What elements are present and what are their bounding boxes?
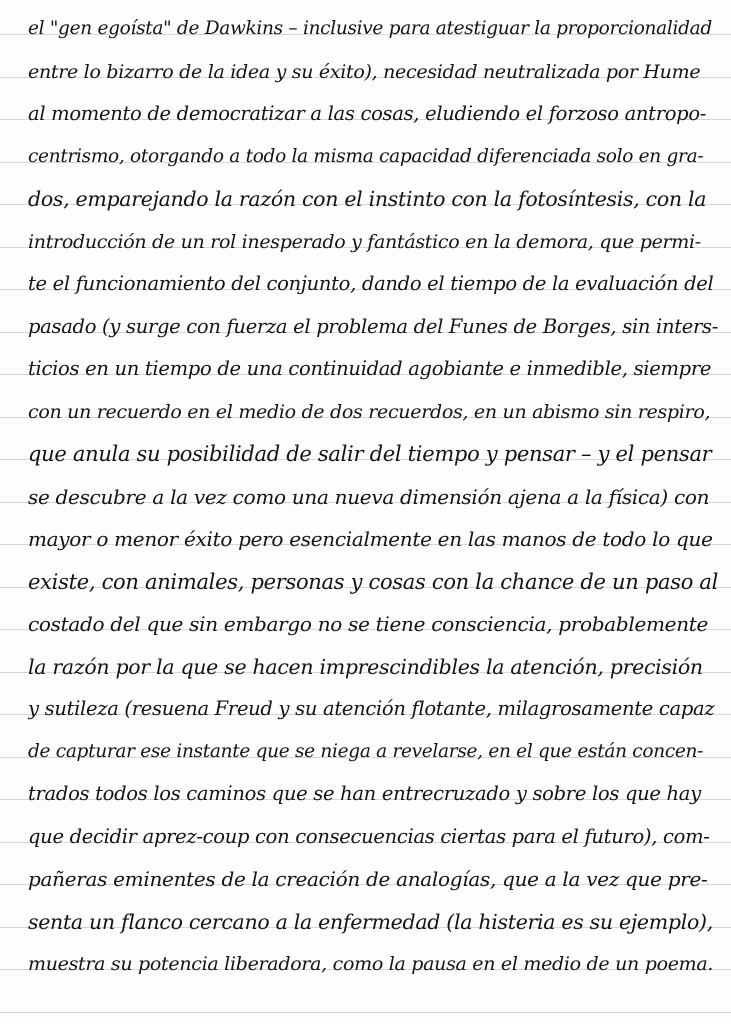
text-line: costado del que sin embargo no se tiene consciencia, probablemente: [28, 612, 709, 636]
text-line: y sutileza (resuena Freud y su atención flotante, milagrosamente capaz: [28, 697, 715, 720]
text-line: al momento de democratizar a las cosas, eludiendo el forzoso antropo-: [28, 102, 707, 125]
text-line: centrismo, otorgando a todo la misma capacidad diferenciada solo en gra-: [28, 146, 704, 167]
text-line: muestra su potencia liberadora, como la pausa en el medio de un poema.: [28, 953, 714, 975]
text-line: pañeras eminentes de la creación de analogías, que a la vez que pre-: [28, 867, 708, 891]
text-line: con un recuerdo en el medio de dos recuerdos, en un abismo sin respiro,: [28, 401, 711, 423]
text-line: que decidir aprez-coup con consecuencias ciertas para el futuro), com-: [28, 825, 710, 848]
text-line: pasado (y surge con fuerza el problema del Funes de Borges, sin inters-: [28, 315, 718, 338]
text-line: existe, con animales, personas y cosas con la chance de un paso al: [28, 570, 718, 594]
text-line: te el funcionamiento del conjunto, dando el tiempo de la evaluación del: [28, 272, 714, 295]
text-line: se descubre a la vez como una nueva dimensión ajena a la física) con: [28, 485, 710, 509]
text-line: ticios en un tiempo de una continuidad agobiante e inmedible, siempre: [28, 357, 712, 380]
text-line: el "gen egoísta" de Dawkins – inclusive para atestiguar la proporcionalidad: [28, 18, 712, 39]
text-line: introducción de un rol inesperado y fantástico en la demora, que permi-: [28, 231, 701, 253]
text-line: dos, emparejando la razón con el instinto con la fotosíntesis, con la: [28, 187, 707, 211]
text-line: mayor o menor éxito pero esencialmente en las manos de todo lo que: [28, 527, 713, 551]
text-line: la razón por la que se hacen imprescindibles la atención, precisión: [28, 655, 703, 679]
text-line: que anula su posibilidad de salir del tiempo y pensar – y el pensar: [28, 442, 712, 466]
text-line: senta un flanco cercano a la enfermedad (la histeria es su ejemplo),: [28, 910, 713, 934]
text-line: trados todos los caminos que se han entrecruzado y sobre los que hay: [28, 782, 701, 805]
text-line: de capturar ese instante que se niega a revelarse, en el que están concen-: [28, 741, 704, 762]
text-line: entre lo bizarro de la idea y su éxito), necesidad neutralizada por Hume: [28, 61, 701, 83]
